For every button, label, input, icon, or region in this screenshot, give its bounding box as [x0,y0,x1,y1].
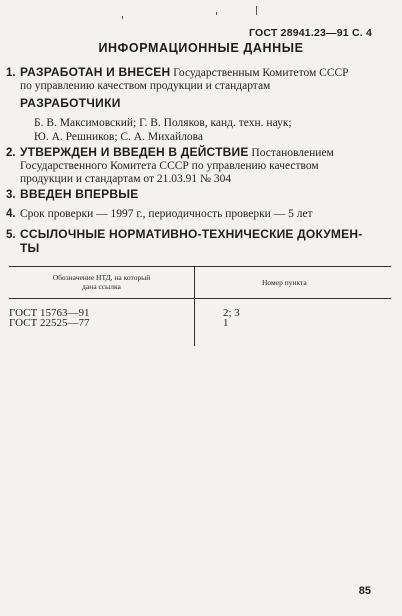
section-2 [6,146,394,186]
section-number: 2. [6,147,16,159]
section-continuation: Государственного Комитета СССР по управлению качеством [20,160,319,172]
section-4 [6,208,394,221]
scan-speck [216,12,217,15]
section-lead: ТЫ [20,241,40,255]
section-text: Срок проверки — 1997 г., периодичность проверки — 5 лет [20,208,313,220]
developers-line: Б. В. Максимовский; Г. В. Поляков, канд. техн. наук; [34,117,292,129]
section-number: 3. [6,189,16,201]
section-text: Постановлением [251,147,334,159]
column-header-clause: Номер пункта [262,278,307,287]
section-continuation: продукции и стандартам от 21.03.91 № 304 [20,173,232,185]
section-lead: ВВЕДЕН ВПЕРВЫЕ [20,187,139,201]
section-continuation: по управлению качеством продукции и стандартам [20,80,271,92]
scan-speck [122,16,123,19]
section-lead: ССЫЛОЧНЫЕ НОРМАТИВНО-ТЕХНИЧЕСКИЕ ДОКУМЕН- [20,227,363,241]
section-number: 4. [6,208,16,220]
developers-line: Ю. А. Решников; С. А. Михайлова [34,131,203,143]
section-lead: РАЗРАБОТАН И ВНЕСЕН [20,65,171,79]
table-cell-clause: 1 [223,317,229,329]
page-number: 85 [358,585,371,597]
section-number: 5. [6,229,16,241]
document-title: ИНФОРМАЦИОННЫЕ ДАННЫЕ [98,41,304,55]
section-1 [6,66,394,93]
section-5 [6,228,394,255]
table-header-rule [9,298,391,299]
standard-reference: ГОСТ 28941.23—91 С. 4 [249,27,372,39]
section-text: Государственным Комитетом СССР [173,67,349,79]
section-number: 1. [6,67,16,79]
reference-table [9,266,391,346]
table-cell-document: ГОСТ 22525—77 [9,317,90,329]
table-top-rule [9,266,391,267]
section-lead: УТВЕРЖДЕН И ВВЕДЕН В ДЕЙСТВИЕ [20,145,249,159]
table-cell-document: ГОСТ 15763—91 [9,307,90,319]
scan-speck [256,6,257,15]
table-cell-clause: 2; 3 [223,307,240,319]
developers-heading: РАЗРАБОТЧИКИ [20,96,121,110]
developers-list [34,116,394,144]
table-column-divider [194,266,195,346]
column-header-document: Обозначение НТД, на который дана ссылка [52,273,151,291]
section-3 [6,188,394,202]
